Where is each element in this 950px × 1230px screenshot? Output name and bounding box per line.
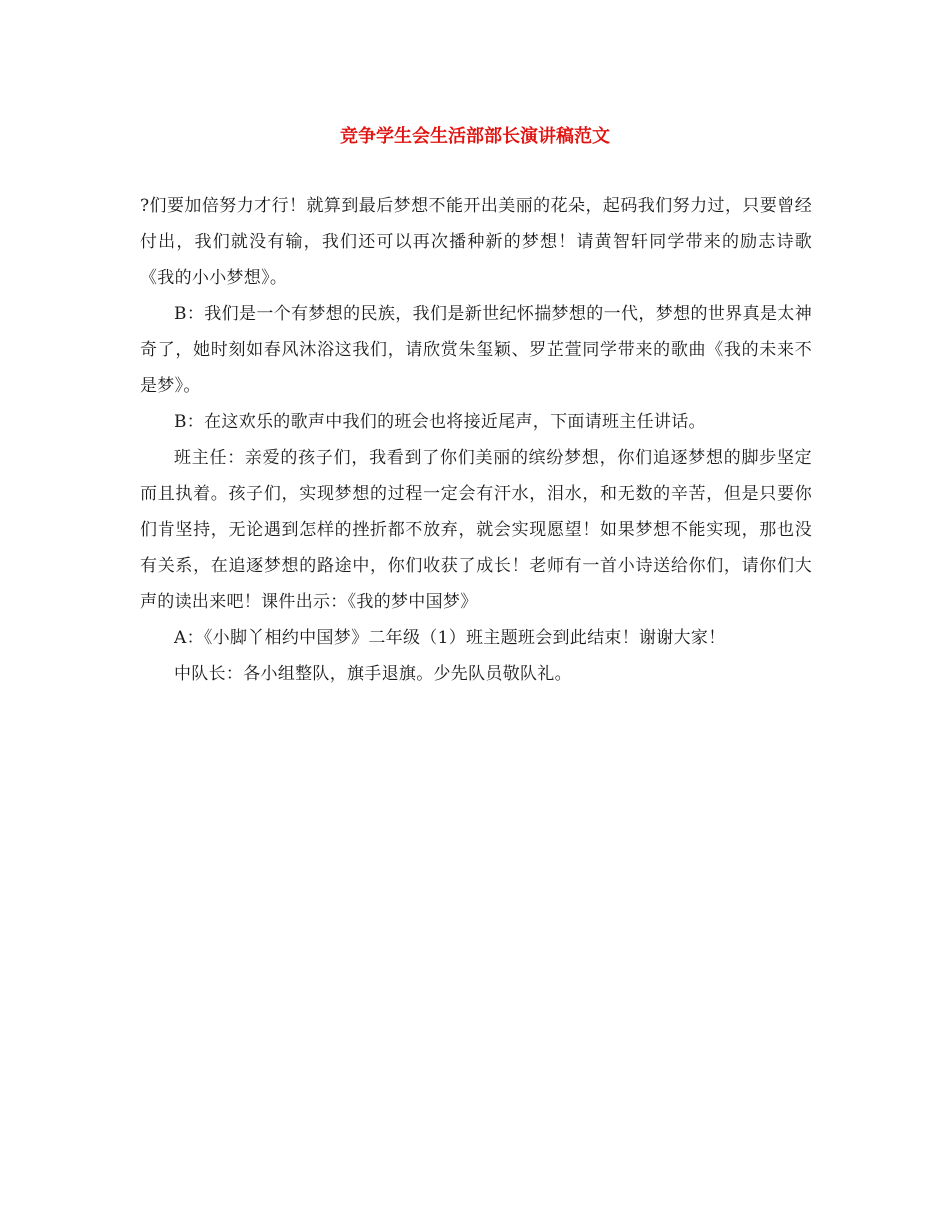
paragraph-b-closing: B：在这欢乐的歌声中我们的班会也将接近尾声，下面请班主任讲话。 — [174, 412, 706, 432]
paragraph-head-teacher: 班主任：亲爱的孩子们，我看到了你们美丽的缤纷梦想，你们追逐梦想的脚步坚定而且执着。孩子们，实现梦想的过程一定会有汗水，泪水，和无数的辛苦，但是只要你们肯坚持，无论遇到怎样的挫折都不放弃，就会实现愿望！如果梦想不能实现，那也没有关系，在追逐梦想的路途中，你们收获了成长！老师有一首小诗送给你们，请你们大声的读出来吧！课件出示：《我的梦中国梦》 — [140, 448, 812, 612]
paragraph-continuation: ?们要加倍努力才行！就算到最后梦想不能开出美丽的花朵，起码我们努力过，只要曾经付出，我们就没有输，我们还可以再次播种新的梦想！请黄智轩同学带来的励志诗歌《我的小小梦想》。 — [140, 196, 812, 288]
document-body — [140, 188, 812, 692]
paragraph-b-dream-nation: B：我们是一个有梦想的民族，我们是新世纪怀揣梦想的一代，梦想的世界真是太神奇了，她时刻如春风沐浴这我们，请欣赏朱玺颖、罗芷萱同学带来的歌曲《我的未来不是梦》。 — [140, 304, 812, 396]
paragraph-squad-leader: 中队长：各小组整队，旗手退旗。少先队员敬队礼。 — [174, 664, 572, 684]
document-title: 竞争学生会生活部部长演讲稿范文 — [340, 126, 610, 147]
paragraph-a-ending: A：《小脚丫相约中国梦》二年级（1）班主题班会到此结束！谢谢大家！ — [174, 628, 726, 648]
